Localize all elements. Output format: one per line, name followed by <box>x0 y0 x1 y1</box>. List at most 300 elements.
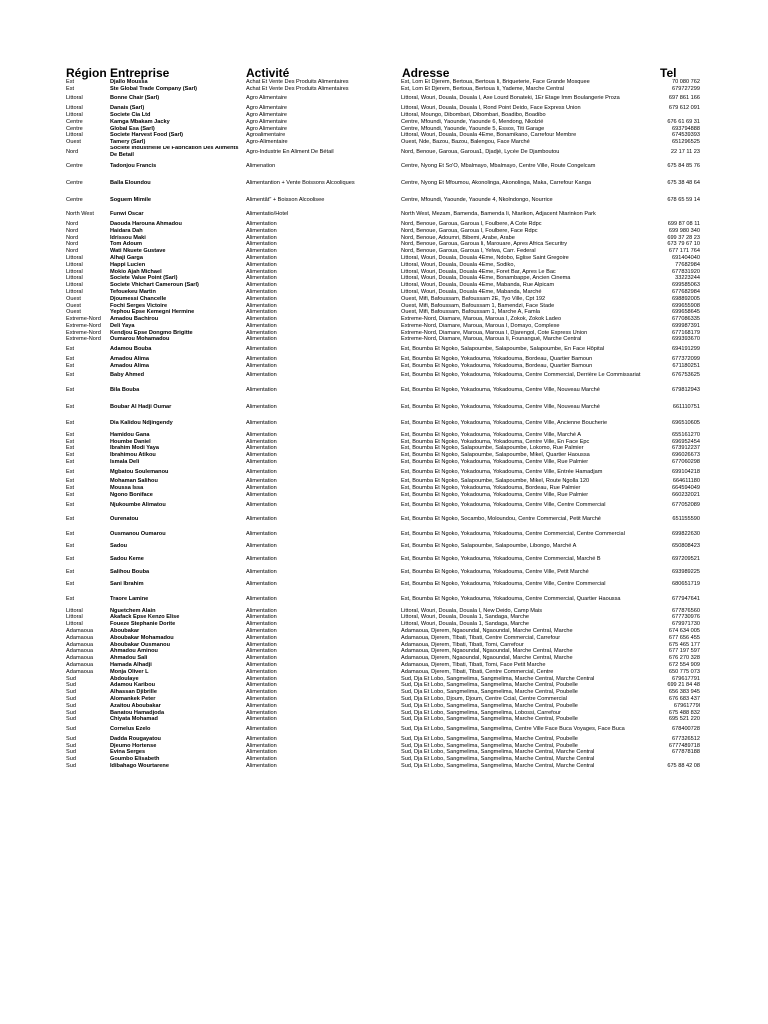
cell-entreprise-wrap <box>110 159 246 176</box>
cell-activite: Alimentation <box>246 346 277 353</box>
cell-adresse: Littoral, Wouri, Douala, Douala I, Rond Point Deido, Face Express Union <box>401 105 581 112</box>
cell-region-wrap <box>66 415 110 432</box>
table-row <box>0 703 768 710</box>
cell-adresse: Sud, Dja Et Lobo, Sangmelima, Sangmelima, Marche Central, Poubelle <box>401 735 578 742</box>
cell-entreprise: Idibahago Wourtarene <box>110 762 169 769</box>
cell-tel: 699104218 <box>672 468 700 475</box>
cell-activite-wrap <box>246 119 400 126</box>
table-row <box>0 749 768 756</box>
cell-tel: 650808423 <box>672 543 700 550</box>
cell-tel: 699 980 340 <box>668 227 700 234</box>
cell-tel: 664594049 <box>672 485 700 492</box>
cell-activite-wrap <box>246 553 400 566</box>
cell-activite-wrap <box>246 248 400 255</box>
table-row <box>0 269 768 276</box>
cell-adresse-wrap <box>401 578 650 591</box>
cell-tel: 676753625 <box>672 372 700 379</box>
cell-entreprise: Dia Kalidou Ndjingendy <box>110 420 173 427</box>
cell-adresse-wrap <box>401 749 650 756</box>
cell-region: Nord <box>66 234 79 241</box>
cell-entreprise-wrap <box>110 445 246 452</box>
cell-region: Est <box>66 501 75 508</box>
cell-activite-wrap <box>246 492 400 499</box>
cell-region-wrap <box>66 655 110 662</box>
cell-tel-wrap <box>640 132 700 139</box>
cell-tel-wrap <box>640 696 700 703</box>
cell-adresse-wrap <box>401 262 650 269</box>
cell-region-wrap <box>66 79 110 86</box>
cell-tel-wrap <box>640 262 700 269</box>
cell-activite: Alimentation <box>246 386 277 393</box>
cell-region-wrap <box>66 336 110 343</box>
cell-tel-wrap <box>640 235 700 242</box>
cell-region-wrap <box>66 255 110 262</box>
cell-tel: 679812943 <box>672 386 700 393</box>
cell-entreprise: Ousmanou Oumarou <box>110 530 166 537</box>
cell-activite: Alimentation <box>246 268 277 275</box>
cell-tel: 661110751 <box>672 403 700 410</box>
cell-tel-wrap <box>640 445 700 452</box>
table-row <box>0 105 768 112</box>
table-row <box>0 628 768 635</box>
header-activite: Activité <box>246 66 290 80</box>
cell-activite-wrap <box>246 289 400 296</box>
cell-adresse-wrap <box>401 655 650 662</box>
cell-adresse-wrap <box>401 126 650 133</box>
cell-region: Littoral <box>66 268 83 275</box>
cell-entreprise-wrap <box>110 743 246 750</box>
cell-region: Adamaoua <box>66 641 94 648</box>
table-row <box>0 235 768 242</box>
cell-region-wrap <box>66 86 110 93</box>
table-row <box>0 415 768 432</box>
cell-adresse-wrap <box>401 642 650 649</box>
cell-tel: 655161270 <box>672 431 700 438</box>
cell-tel: 677 171 764 <box>668 248 700 255</box>
cell-entreprise-wrap <box>110 369 246 382</box>
cell-activite-wrap <box>246 112 400 119</box>
cell-tel-wrap <box>640 105 700 112</box>
cell-region-wrap <box>66 432 110 439</box>
cell-tel-wrap <box>640 228 700 235</box>
cell-adresse: Sud, Dja Et Lobo, Sangmelima, Sangmelima, Marche Central, Marche Central <box>401 762 595 769</box>
cell-adresse: Littoral, Wouri, Douala, Douala 1, Sandaga, Marche <box>401 614 530 621</box>
cell-entreprise: Global Esa (Sarl) <box>110 125 155 132</box>
cell-adresse-wrap <box>401 696 650 703</box>
table-row <box>0 343 768 356</box>
cell-region: Sud <box>66 735 76 742</box>
cell-adresse-wrap <box>401 255 650 262</box>
cell-region-wrap <box>66 445 110 452</box>
cell-tel: 656 383 945 <box>668 689 700 696</box>
cell-region-wrap <box>66 696 110 703</box>
table-row <box>0 669 768 676</box>
cell-tel-wrap <box>640 466 700 479</box>
cell-region: Littoral <box>66 621 83 628</box>
cell-tel-wrap <box>640 221 700 228</box>
cell-region: Sud <box>66 742 76 749</box>
cell-region-wrap <box>66 235 110 242</box>
cell-activite-wrap <box>246 255 400 262</box>
cell-activite: Alimentation <box>246 459 277 466</box>
cell-activite: Alimentation <box>246 675 277 682</box>
cell-tel: 677878188 <box>672 749 700 756</box>
cell-region-wrap <box>66 743 110 750</box>
cell-entreprise: Fochi Serges Victoire <box>110 302 168 309</box>
cell-tel-wrap <box>640 336 700 343</box>
cell-entreprise: Ourenatou <box>110 516 139 523</box>
cell-adresse: Est, Boumba Et Ngoko, Yokadouma, Yokadouma, Centre Commercial, Centre Commercial <box>401 530 625 537</box>
cell-region: Est <box>66 530 75 537</box>
cell-adresse-wrap <box>401 343 650 356</box>
cell-tel-wrap <box>640 139 700 146</box>
cell-region: Nord <box>66 220 79 227</box>
cell-activite: Alimentation <box>246 627 277 634</box>
cell-region-wrap <box>66 262 110 269</box>
cell-entreprise: Wati Nkuete Gustave <box>110 248 166 255</box>
cell-entreprise: Bonne Chair (Sarl) <box>110 95 160 102</box>
cell-region: Est <box>66 445 75 452</box>
cell-region-wrap <box>66 323 110 330</box>
table-row <box>0 208 768 221</box>
cell-activite: Alimentation <box>246 254 277 261</box>
cell-activite-wrap <box>246 648 400 655</box>
cell-adresse-wrap <box>401 459 650 466</box>
cell-tel: 693794888 <box>672 125 700 132</box>
cell-region-wrap <box>66 591 110 608</box>
cell-tel-wrap <box>640 511 700 528</box>
cell-adresse-wrap <box>401 485 650 492</box>
cell-adresse: Littoral, Wouri, Douala, Douala I, Axe Lourd Bonateki, 1Er Etage Imm Boulangerie Proza <box>401 95 620 102</box>
cell-region: Centre <box>66 196 83 203</box>
cell-tel: 674 634 005 <box>668 627 700 634</box>
cell-region-wrap <box>66 703 110 710</box>
cell-adresse-wrap <box>401 175 650 192</box>
cell-adresse-wrap <box>401 662 650 669</box>
cell-tel-wrap <box>640 662 700 669</box>
cell-entreprise: Evina Serges <box>110 749 146 756</box>
cell-activite: Alimentation <box>246 261 277 268</box>
cell-region-wrap <box>66 511 110 528</box>
cell-entreprise: Bila Bouba <box>110 386 140 393</box>
cell-tel: 677372099 <box>672 355 700 362</box>
cell-adresse-wrap <box>401 511 650 528</box>
cell-adresse-wrap <box>401 336 650 343</box>
cell-tel-wrap <box>640 282 700 289</box>
cell-adresse: Adamaoua, Djerem, Tibati, Tibati, Centre Commercial, Carrefour <box>401 634 561 641</box>
cell-adresse: Sud, Dja Et Lobo, Sangmelima, Sangmelima, Marche Central, Poubelle <box>401 742 578 749</box>
cell-tel-wrap <box>640 635 700 642</box>
cell-entreprise-wrap <box>110 716 246 723</box>
table-row <box>0 262 768 269</box>
cell-region-wrap <box>66 452 110 459</box>
cell-entreprise: Danais (Sarl) <box>110 105 145 112</box>
cell-entreprise: Amadou Alima <box>110 355 149 362</box>
cell-tel-wrap <box>640 710 700 717</box>
cell-region: Est <box>66 543 75 550</box>
cell-tel-wrap <box>640 415 700 432</box>
cell-tel-wrap <box>640 756 700 763</box>
cell-adresse: Nord, Benoue, Garoua, Garoua I, Yelwa, Carr. Federal <box>401 248 536 255</box>
cell-activite: Alimentation <box>246 709 277 716</box>
cell-region: Est <box>66 468 75 475</box>
cell-entreprise: Djallo Moussa <box>110 79 148 85</box>
cell-region: Est <box>66 403 75 410</box>
cell-entreprise-wrap <box>110 330 246 337</box>
cell-entreprise: Mgbatou Soulemanou <box>110 468 169 475</box>
cell-activite: Alimentation <box>246 241 277 248</box>
cell-activite: Alimentation <box>246 689 277 696</box>
cell-adresse-wrap <box>401 79 650 86</box>
cell-region: Sud <box>66 709 76 716</box>
cell-activite-wrap <box>246 628 400 635</box>
cell-tel-wrap <box>640 296 700 303</box>
cell-entreprise: Traore Lamine <box>110 595 149 602</box>
cell-entreprise-wrap <box>110 696 246 703</box>
cell-activite: Alimentation <box>246 492 277 499</box>
cell-entreprise-wrap <box>110 466 246 479</box>
cell-entreprise: Ibrahim Modi Yaya <box>110 445 160 452</box>
cell-region: Est <box>66 556 75 563</box>
cell-region-wrap <box>66 146 110 159</box>
cell-tel-wrap <box>640 343 700 356</box>
cell-entreprise-wrap <box>110 296 246 303</box>
cell-region-wrap <box>66 139 110 146</box>
table-row <box>0 452 768 459</box>
cell-adresse-wrap <box>401 445 650 452</box>
cell-entreprise: Mohaman Salihou <box>110 478 158 485</box>
cell-entreprise: Oumarou Mohamadou <box>110 336 170 343</box>
cell-entreprise-wrap <box>110 192 246 209</box>
cell-tel-wrap <box>640 316 700 323</box>
cell-adresse: Adamaoua, Djerem, Ngaoundal, Ngaoundal, Marche Central, Marche <box>401 648 573 655</box>
cell-region: Adamaoua <box>66 655 94 662</box>
cell-adresse-wrap <box>401 736 650 743</box>
cell-adresse-wrap <box>401 356 650 363</box>
cell-activite-wrap <box>246 93 400 106</box>
cell-region: Est <box>66 346 75 353</box>
cell-tel: 67961779l <box>673 702 700 709</box>
cell-activite-wrap <box>246 86 400 93</box>
cell-tel: 677 197 597 <box>668 648 700 655</box>
cell-activite-wrap <box>246 175 400 192</box>
cell-region-wrap <box>66 676 110 683</box>
cell-tel-wrap <box>640 528 700 541</box>
cell-adresse-wrap <box>401 716 650 723</box>
cell-activite: Alimentation <box>246 336 277 343</box>
cell-region: Adamaoua <box>66 661 94 668</box>
cell-activite-wrap <box>246 511 400 528</box>
cell-region: Est <box>66 431 75 438</box>
cell-entreprise-wrap <box>110 432 246 439</box>
cell-adresse: Est, Boumba Et Ngoko, Yokadouma, Yokadouma, Bordeau, Rue Palmier <box>401 485 581 492</box>
cell-tel: 679617791 <box>672 675 700 682</box>
cell-activite: Alimentation <box>246 403 277 410</box>
cell-activite-wrap <box>246 591 400 608</box>
cell-entreprise: Kendjou Epse Dongmo Brigitte <box>110 329 193 336</box>
cell-region-wrap <box>66 682 110 689</box>
cell-region-wrap <box>66 723 110 736</box>
cell-region-wrap <box>66 241 110 248</box>
cell-entreprise: Amadou Alima <box>110 362 149 369</box>
cell-region-wrap <box>66 399 110 416</box>
cell-entreprise: Baby Ahmed <box>110 372 144 379</box>
cell-activite-wrap <box>246 635 400 642</box>
cell-region-wrap <box>66 492 110 499</box>
cell-region-wrap <box>66 289 110 296</box>
cell-entreprise-wrap <box>110 262 246 269</box>
cell-region-wrap <box>66 642 110 649</box>
cell-activite-wrap <box>246 763 400 770</box>
cell-tel: 651155590 <box>672 516 700 523</box>
cell-entreprise-wrap <box>110 382 246 399</box>
cell-entreprise: Houmbe Daniel <box>110 438 151 445</box>
cell-entreprise-wrap <box>110 336 246 343</box>
table-row <box>0 608 768 615</box>
cell-region: Littoral <box>66 607 83 614</box>
table-row <box>0 662 768 669</box>
table-row <box>0 139 768 146</box>
cell-adresse-wrap <box>401 628 650 635</box>
cell-entreprise: Ahmadou Aminou <box>110 648 158 655</box>
cell-adresse-wrap <box>401 282 650 289</box>
cell-region: Adamaoua <box>66 668 94 675</box>
cell-activite-wrap <box>246 105 400 112</box>
cell-adresse: Est, Boumba Et Ngoko, Salapoumbe, Salapoumbe, Mikel, Quartier Haoussa <box>401 452 590 459</box>
cell-activite-wrap <box>246 303 400 310</box>
cell-region: Littoral <box>66 105 83 112</box>
cell-region: Ouest <box>66 309 81 316</box>
cell-entreprise-wrap <box>110 682 246 689</box>
cell-activite-wrap <box>246 282 400 289</box>
cell-region: Centre <box>66 163 83 170</box>
cell-tel: 650 775 073 <box>668 668 700 675</box>
cell-entreprise-wrap <box>110 119 246 126</box>
cell-entreprise: Abdoulaye <box>110 675 139 682</box>
cell-region-wrap <box>66 439 110 446</box>
cell-entreprise-wrap <box>110 635 246 642</box>
table-row <box>0 541 768 554</box>
cell-tel-wrap <box>640 241 700 248</box>
cell-entreprise: Tamery (Sarl) <box>110 139 146 146</box>
cell-activite-wrap <box>246 382 400 399</box>
cell-entreprise: Sadou Keme <box>110 556 144 563</box>
cell-tel-wrap <box>640 648 700 655</box>
cell-adresse-wrap <box>401 553 650 566</box>
cell-activite-wrap <box>246 478 400 485</box>
table-row <box>0 459 768 466</box>
cell-adresse: Est, Boumba Et Ngoko, Yokadouma, Yokadouma, Centre Commercial, Derrière Le Commissariat <box>401 372 641 379</box>
cell-tel: 699 21 84 48 <box>667 682 700 689</box>
cell-tel: 699393670 <box>672 336 700 343</box>
cell-activite-wrap <box>246 452 400 459</box>
cell-tel: 671180251 <box>672 362 700 369</box>
cell-adresse-wrap <box>401 528 650 541</box>
cell-region-wrap <box>66 669 110 676</box>
cell-adresse-wrap <box>401 478 650 485</box>
cell-adresse: Extreme-Nord, Diamare, Maroua, Maroua I, Domayo, Complexe <box>401 322 560 329</box>
cell-activite: Alimentantion + Vente Boissons Alcooliques <box>246 180 355 187</box>
cell-adresse-wrap <box>401 248 650 255</box>
cell-activite-wrap <box>246 399 400 416</box>
cell-region-wrap <box>66 93 110 106</box>
cell-activite-wrap <box>246 466 400 479</box>
table-row <box>0 282 768 289</box>
cell-region-wrap <box>66 221 110 228</box>
cell-entreprise-wrap <box>110 93 246 106</box>
cell-adresse-wrap <box>401 614 650 621</box>
cell-region-wrap <box>66 282 110 289</box>
cell-tel-wrap <box>640 275 700 282</box>
cell-adresse: Sud, Dja Et Lobo, Sangmelima, Sangmelima, Marche Central, Marche Central <box>401 756 595 763</box>
cell-tel-wrap <box>640 478 700 485</box>
cell-tel: 676 61 69 31 <box>667 118 700 125</box>
cell-entreprise-wrap <box>110 578 246 591</box>
table-row <box>0 119 768 126</box>
cell-entreprise: Foueze Stephanie Dorite <box>110 621 176 628</box>
cell-entreprise: Nguetchem Alain <box>110 607 156 614</box>
cell-entreprise: Njukoumbe Alimatou <box>110 501 166 508</box>
cell-region: Extreme-Nord <box>66 316 101 323</box>
cell-activite: Alimentation <box>246 648 277 655</box>
cell-entreprise: Alhaji Garga <box>110 254 143 261</box>
cell-entreprise: Deli Yaya <box>110 322 135 329</box>
cell-activite-wrap <box>246 689 400 696</box>
cell-entreprise-wrap <box>110 275 246 282</box>
cell-tel: 678400728 <box>672 726 700 732</box>
cell-entreprise: Adamou Karibou <box>110 682 156 689</box>
table-row <box>0 716 768 723</box>
cell-adresse-wrap <box>401 316 650 323</box>
cell-entreprise: Tom Adoum <box>110 241 143 248</box>
table-row <box>0 132 768 139</box>
table-row <box>0 614 768 621</box>
cell-activite: Alimentation <box>246 322 277 329</box>
cell-adresse: Sud, Dja Et Lobo, Djoum, Djoum, Centre Ccial, Centre Commercial <box>401 695 568 702</box>
cell-tel: 677060298 <box>672 459 700 466</box>
cell-adresse-wrap <box>401 676 650 683</box>
cell-tel: 677947641 <box>672 595 700 602</box>
cell-tel: 677326512 <box>672 735 700 742</box>
cell-entreprise-wrap <box>110 478 246 485</box>
cell-activite: Alimentation <box>246 452 277 459</box>
table-row <box>0 511 768 528</box>
cell-entreprise-wrap <box>110 221 246 228</box>
cell-entreprise: Djoumessi Chancelle <box>110 295 167 302</box>
cell-tel-wrap <box>640 682 700 689</box>
cell-activite: Alimentation <box>246 248 277 255</box>
cell-region: Est <box>66 85 75 92</box>
cell-activite: Alimentation <box>246 316 277 323</box>
cell-region: Sud <box>66 726 76 732</box>
cell-activite-wrap <box>246 369 400 382</box>
cell-tel-wrap <box>640 356 700 363</box>
cell-tel: 679 612 091 <box>668 105 700 112</box>
cell-entreprise: Banatou Hamadjoda <box>110 709 165 716</box>
cell-tel: 675 38 48 64 <box>667 180 700 187</box>
cell-entreprise-wrap <box>110 309 246 316</box>
cell-region-wrap <box>66 309 110 316</box>
cell-tel-wrap <box>640 452 700 459</box>
cell-activite-wrap <box>246 262 400 269</box>
cell-region: Est <box>66 581 75 588</box>
cell-region-wrap <box>66 192 110 209</box>
cell-adresse-wrap <box>401 221 650 228</box>
cell-activite-wrap <box>246 126 400 133</box>
cell-tel: 679727299 <box>672 85 700 92</box>
cell-tel: 699 37 28 23 <box>667 234 700 241</box>
cell-entreprise-wrap <box>110 289 246 296</box>
